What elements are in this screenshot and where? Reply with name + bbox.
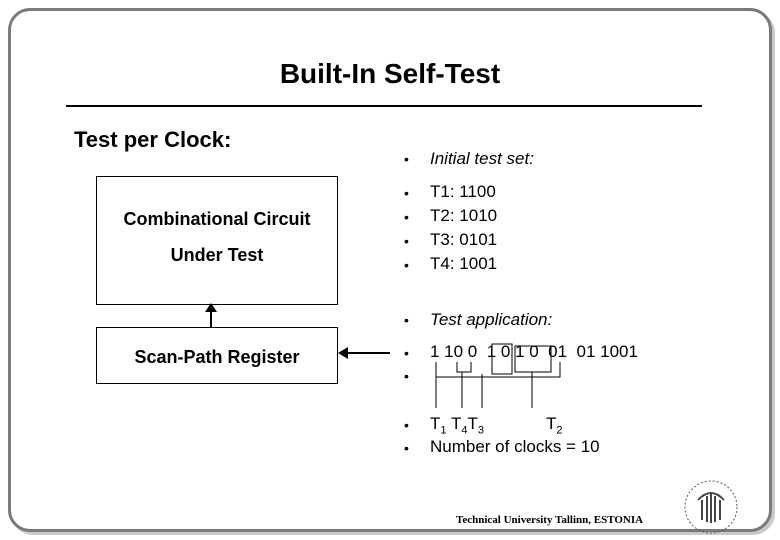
slide-subtitle: Test per Clock:	[74, 127, 232, 152]
test-sequence: 1 10 0 1 0 1 0 01 01 1001	[430, 342, 638, 361]
map-t3: $T_3$	[467, 414, 484, 437]
circuit-label-line1: Combinational Circuit	[123, 209, 311, 229]
test-item-t2: T2: 1010	[430, 206, 498, 225]
bullet-dot: •	[404, 368, 409, 384]
bullet-dot: •	[404, 417, 409, 433]
clock-count: Number of clocks = 10	[430, 437, 600, 456]
slide-title: Built-In Self-Test	[279, 58, 501, 89]
bullet-dot: •	[404, 312, 409, 328]
arrowhead-left	[338, 347, 348, 359]
circuit-label-line2: Under Test	[170, 245, 264, 265]
bullet-dot: •	[404, 345, 409, 361]
test-item-t1: T1: 1100	[430, 182, 496, 201]
footer-institution: Technical University Tallinn, ESTONIA	[456, 514, 644, 526]
test-application-label: Test application:	[430, 310, 553, 329]
bullet-dot: •	[404, 185, 409, 201]
initial-test-set-label: Initial test set:	[430, 149, 534, 168]
register-label: Scan-Path Register	[134, 347, 300, 367]
arrowhead-up	[205, 303, 217, 312]
test-mapping	[430, 412, 580, 436]
university-seal-icon	[682, 478, 740, 536]
test-item-t4: T4: 1001	[430, 254, 498, 273]
bullet-dot: •	[404, 440, 409, 456]
bullet-dot: •	[404, 151, 409, 167]
bullet-dot: •	[404, 257, 409, 273]
map-t1: $T_1$	[430, 414, 447, 437]
bullet-dot: •	[404, 209, 409, 225]
map-t4: $T_4$	[450, 414, 468, 437]
map-t2: $T_2$	[546, 414, 563, 437]
test-item-t3: T3: 0101	[430, 230, 498, 249]
seq-bracket-1	[436, 362, 560, 377]
bullet-dot: •	[404, 233, 409, 249]
